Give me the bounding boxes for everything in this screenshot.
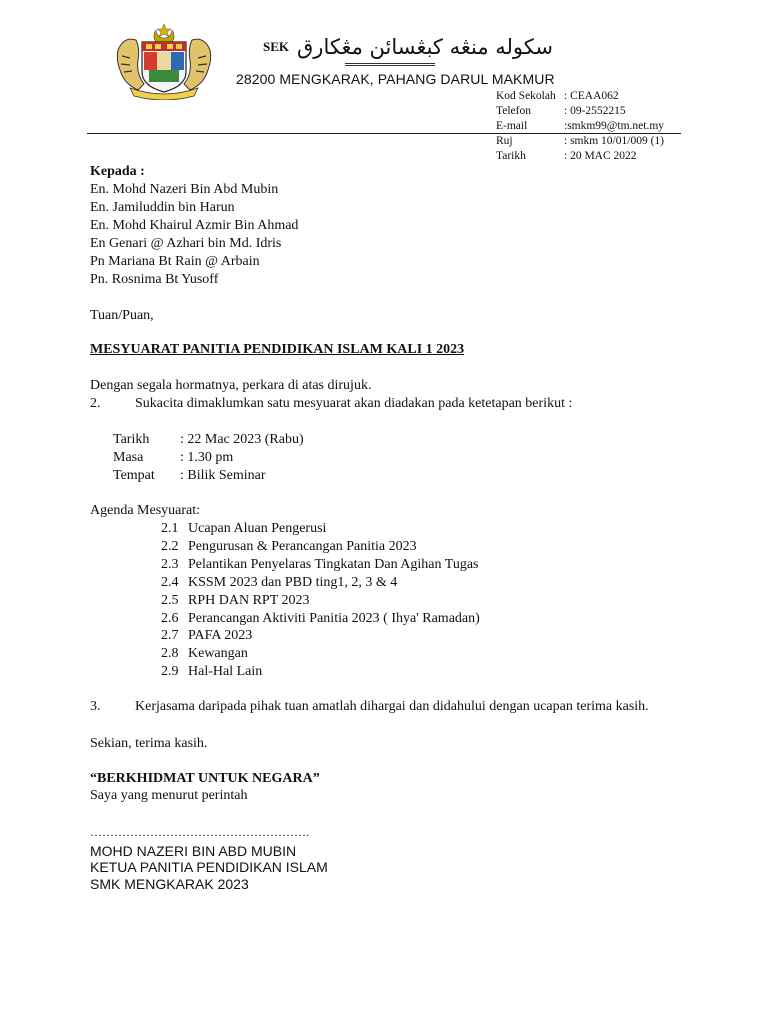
contact-row: Kod Sekolah : CEAA062 [496,90,619,102]
agenda-item: 2.4 KSSM 2023 dan PBD ting1, 2, 3 & 4 [161,574,398,590]
recipient-name: En. Jamiluddin bin Harun [90,200,235,215]
paragraph-3 [90,698,678,716]
school-name-jawi: سکوله منڠه کبڠسائن مڠکارق [297,35,553,59]
agenda-item: 2.2 Pengurusan & Perancangan Panitia 2023 [161,538,417,554]
agenda-item: 2.8 Kewangan [161,646,248,662]
meeting-details [113,431,304,485]
paragraph-2 [90,395,572,413]
signatory-position: KETUA PANITIA PENDIDIKAN ISLAM [90,859,328,875]
header-divider-mark [345,63,435,66]
contact-row: Tarikh : 20 MAC 2022 [496,150,637,162]
greeting: Tuan/Puan, [90,308,154,323]
detail-row: Tempat : Bilik Seminar [113,468,266,483]
recipient-name: En Genari @ Azhari bin Md. Idris [90,236,282,251]
agenda-item: 2.5 RPH DAN RPT 2023 [161,592,310,608]
paragraph-1: Dengan segala hormatnya, perkara di atas dirujuk. [90,378,372,393]
agenda-item: 2.6 Perancangan Aktiviti Panitia 2023 ( Ihya' Ramadan) [161,610,480,626]
agenda-title: Agenda Mesyuarat: [90,503,201,518]
agenda-item: 2.9 Hal-Hal Lain [161,664,263,680]
closing-line: Sekian, terima kasih. [90,736,208,751]
detail-row: Masa : 1.30 pm [113,450,234,465]
contact-block [496,89,664,164]
agenda-item: 2.7 PAFA 2023 [161,628,253,644]
coat-of-arms-icon [108,22,220,100]
signatory-school: SMK MENGKARAK 2023 [90,876,249,892]
contact-row: Telefon : 09-2552215 [496,105,626,117]
agenda-item: 2.1 Ucapan Aluan Pengerusi [161,521,327,536]
contact-row: Ruj : smkm 10/01/009 (1) [496,135,664,147]
recipient-name: En. Mohd Khairul Azmir Bin Ahmad [90,218,299,233]
paragraph-number: 3. [90,699,101,714]
recipient-name: Pn Mariana Bt Rain @ Arbain [90,254,260,269]
recipients-block [90,163,298,289]
detail-row: Tarikh : 22 Mac 2023 (Rabu) [113,432,304,447]
school-address: 28200 MENGKARAK, PAHANG DARUL MAKMUR [236,71,555,87]
contact-row: E-mail :smkm99@tm.net.my [496,120,665,132]
agenda-list [161,520,480,681]
paragraph-text: Kerjasama daripada pihak tuan amatlah dihargai dan didahului dengan ucapan terima kasih. [135,699,649,714]
school-name-heading [263,30,553,64]
school-prefix: SEK [263,39,290,54]
signatory-name: MOHD NAZERI BIN ABD MUBIN [90,843,297,859]
paragraph-number: 2. [90,396,101,411]
recipient-name: Pn. Rosnima Bt Yusoff [90,272,219,287]
motto: “BERKHIDMAT UNTUK NEGARA” [90,771,320,786]
letter-subject: MESYUARAT PANITIA PENDIDIKAN ISLAM KALI 1 2023 [90,342,465,357]
signature-line: ………………………………………………. [90,825,309,839]
header-rule [87,133,681,134]
paragraph-text: Sukacita dimaklumkan satu mesyuarat akan diadakan pada ketetapan berikut : [135,396,573,411]
recipient-name: En. Mohd Nazeri Bin Abd Mubin [90,182,279,197]
obey-line: Saya yang menurut perintah [90,788,248,803]
recipients-heading: Kepada : [90,164,145,179]
agenda-item: 2.3 Pelantikan Penyelaras Tingkatan Dan Agihan Tugas [161,556,479,572]
